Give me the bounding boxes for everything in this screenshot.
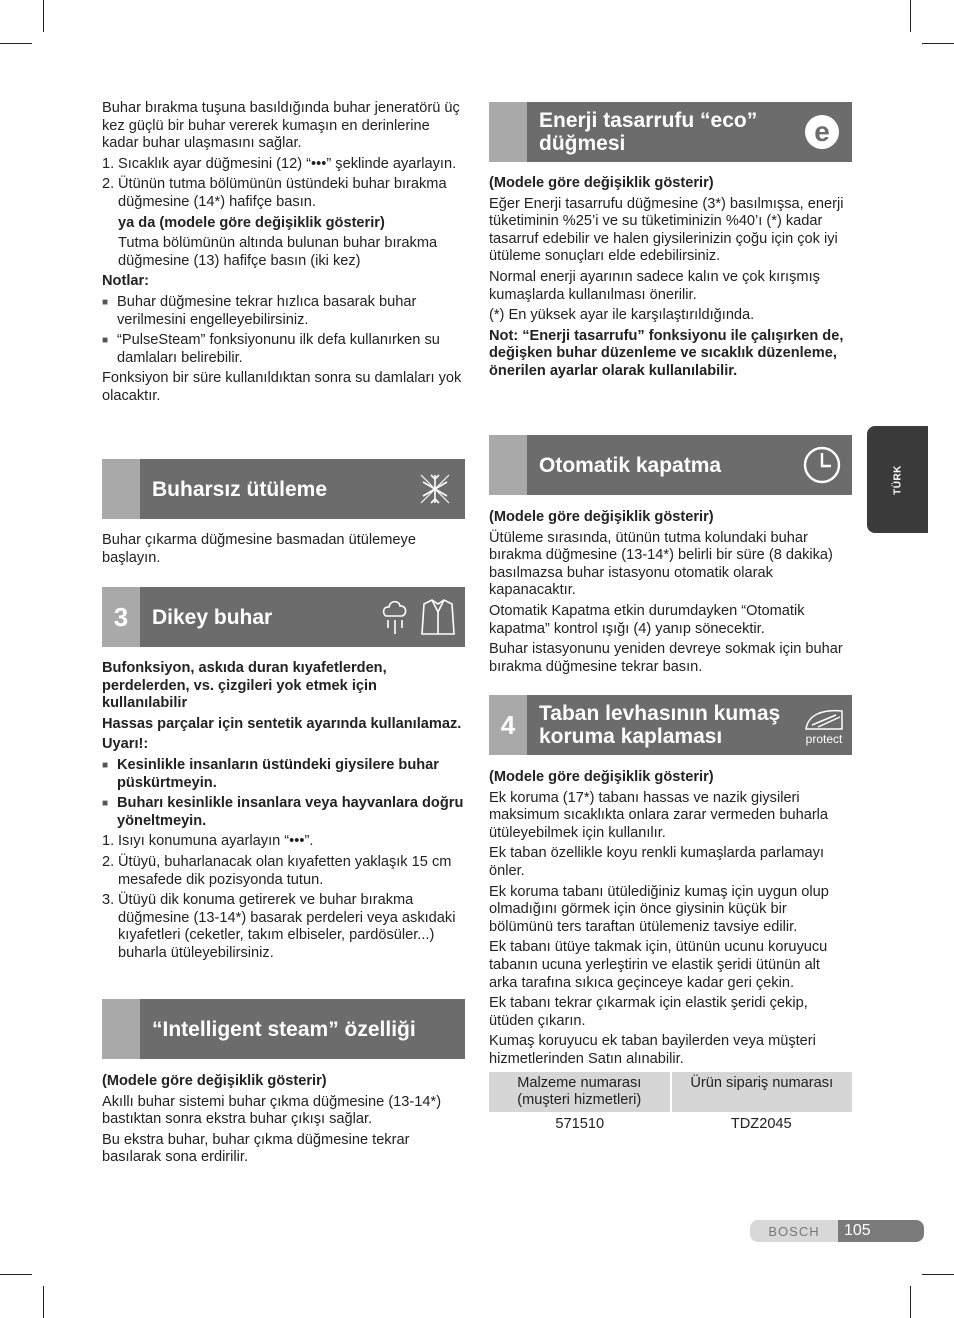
protect-text-4: Ek tabanı ütüye takmak için, ütünün ucunu koruyucu tabanın ucuna yerleştirin ve elastik şeridi ütünün alt arka tarafına sıkıca geçinceye kadar geri çekin. [489, 939, 828, 991]
section-title: Taban levhasının kumaş koruma kaplaması [539, 702, 781, 748]
model-note: (Modele göre değişiklik gösterir) [489, 509, 714, 525]
crop-mark [922, 1274, 954, 1275]
section-header-dry [102, 459, 465, 519]
section-tab [489, 435, 527, 495]
clock-icon [792, 435, 852, 495]
protect-text-3: Ek koruma tabanı ütülediğiniz kumaş için uygun olup olmadığını görmek için önce giysinin küçük bir bölümünü ters taraftan ütülemeniz tavsiye edilir. [489, 883, 829, 935]
table-cell: 571510 [555, 1115, 605, 1132]
protect-icon-label: protect [805, 731, 843, 746]
table-row [489, 1112, 852, 1138]
crop-mark [43, 1286, 44, 1318]
auto-off-section [489, 509, 852, 679]
intelligent-section [102, 1073, 464, 1170]
eco-icon: e [792, 102, 852, 162]
model-note: (Modele göre değişiklik gösterir) [489, 769, 714, 785]
crop-mark [0, 1274, 32, 1275]
crop-mark [910, 1286, 911, 1318]
section-tab [489, 102, 527, 162]
vertical-section [102, 660, 464, 966]
note-item: ■ Buhar düğmesine tekrar hızlıca basarak buhar verilmesini engelleyebilirsiniz. [102, 293, 417, 328]
warning-label: Uyarı!: [102, 736, 149, 753]
page-number: 105 [838, 1220, 924, 1242]
section-header-auto-off [489, 435, 852, 495]
table-header-row [489, 1072, 852, 1112]
crop-mark [910, 0, 911, 32]
section-title: Enerji tasarrufu “eco” düğmesi [539, 109, 758, 155]
crop-mark [43, 0, 44, 32]
protect-icon [796, 695, 852, 755]
table-cell: TDZ2045 [730, 1115, 792, 1132]
after-notes-text: Fonksiyon bir süre kullanıldıktan sonra su damlaları yok olacaktır. [102, 370, 462, 404]
left-column [102, 100, 464, 409]
step-item: 1. Sıcaklık ayar düğmesini (12) “•••” şeklinde ayarlayın. [102, 155, 457, 172]
protect-text-2: Ek taban özellikle koyu renkli kumaşlarda parlamayı önler. [489, 845, 825, 879]
or-text: Tutma bölümünün altında bulunan buhar bırakma düğmesine (13) hafifçe basın (iki kez) [118, 235, 438, 269]
vertical-steam-icon [375, 587, 465, 647]
notes-label: Notlar: [102, 273, 150, 290]
eco-text-3: (*) En yüksek ayar ile karşılaştırıldığında. [489, 307, 755, 324]
warning-item: ■ Buharı kesinlikle insanlara veya hayvanlara doğru yöneltmeyin. [102, 795, 464, 829]
table-header: Malzeme numarası (muşteri hizmetleri) [489, 1072, 671, 1112]
page-footer [750, 1220, 924, 1242]
section-tab [102, 459, 140, 519]
intelligent-text-1: Akıllı buhar sistemi buhar çıkma düğmesine (13-14*) bastıktan sonra ekstra buhar çıkışı sağlar. [102, 1093, 442, 1128]
crop-mark [922, 43, 954, 44]
protect-text-1: Ek koruma (17*) tabanı hassas ve nazik giysileri maksimum sıcaklıkta onlara zarar vermeden buharla ütüleyebilmek için kullanılır. [489, 789, 829, 841]
eco-text-1: Eğer Enerji tasarrufu düğmesine (3*) basılmışsa, enerji tüketiminin %25’i ve su tüketiminizin %40’ı (*) kadar tasarruf edebilir ve halen giysilerinizin çoğu için çok iyi ütüleme sonuçları elde edebilirsiniz. [489, 195, 844, 265]
language-label: TÜRK [892, 464, 903, 495]
language-tab [867, 426, 928, 533]
table-header: Ürün sipariş numarası [671, 1072, 853, 1112]
parts-table [489, 1072, 852, 1138]
section-title: “Intelligent steam” özelliği [152, 1017, 416, 1041]
step-item: 3. Ütüyü dik konuma getirerek ve buhar bırakma düğmesine (13-14*) basarak perdeleri veya askıdaki kıyafetleri (ceketler, takım elbiseler, pardösüler...) buharla ütüleyebilirsiniz. [102, 892, 456, 961]
protect-section [489, 769, 852, 1137]
warning-item: ■ Kesinlikle insanların üstündeki giysilere buhar püskürtmeyin. [102, 756, 439, 791]
eco-section [489, 175, 852, 384]
section-header-intelligent [102, 999, 465, 1059]
model-note: (Modele göre değişiklik gösterir) [489, 175, 714, 191]
crop-mark [0, 43, 32, 44]
section-title: Buharsız ütüleme [152, 477, 328, 501]
step-item: 2. Ütüyü, buharlanacak olan kıyafetten yaklaşık 15 cm mesafede dik pozisyonda tutun. [102, 853, 452, 888]
vertical-bold-1: Bufonksiyon, askıda duran kıyafetlerden, perdelerden, vs. çizgileri yok etmek için kullanılabilir [102, 660, 387, 712]
section-header-protect [489, 695, 852, 755]
intelligent-text-2: Bu ekstra buhar, buhar çıkma düğmesine tekrar basılarak sona erdirilir. [102, 1131, 410, 1166]
section-header-vertical [102, 587, 465, 647]
step-item: 2. Ütünün tutma bölümünün üstündeki buhar bırakma düğmesine (14*) hafifçe basın. [102, 176, 447, 210]
protect-text-5: Ek tabanı tekrar çıkarmak için elastik şeridi çekip, ütüden çıkarın. [489, 995, 808, 1029]
auto-text-2: Otomatik Kapatma etkin durumdayken “Otomatik kapatma” kontrol ışığı (4) yanıp sönecektir. [489, 602, 805, 637]
section-number: 4 [489, 695, 527, 755]
intro-text: Buhar bırakma tuşuna basıldığında buhar jeneratörü üç kez güçlü bir buhar vererek kumaşın en derinlerine kadar buhar ulaşmasını sağlar. [102, 100, 460, 152]
dry-text: Buhar çıkarma düğmesine basmadan ütülemeye başlayın. [102, 532, 416, 566]
protect-text-6: Kumaş koruyucu ek taban bayilerden veya müşteri hizmetlerinden Satın alınabilir. [489, 1033, 816, 1067]
vertical-bold-2: Hassas parçalar için sentetik ayarında kullanılamaz. [102, 715, 462, 732]
step-item: 1. Isıyı konumuna ayarlayın “•••”. [102, 833, 314, 850]
no-steam-icon [405, 459, 465, 519]
auto-text-1: Ütüleme sırasında, ütünün tutma kolundaki buhar bırakma düğmesine (13-14*) belirli bir süre (8 dakika) basılmazsa buhar istasyonu otomatik olarak kapanacaktır. [489, 529, 833, 599]
brand-label: BOSCH [750, 1220, 838, 1242]
auto-text-3: Buhar istasyonunu yeniden devreye sokmak için buhar bırakma düğmesine tekrar basın. [489, 641, 843, 675]
section-number: 3 [102, 587, 140, 647]
section-title: Dikey buhar [152, 605, 273, 629]
section-header-eco [489, 102, 852, 162]
note-item: ■ “PulseSteam” fonksiyonunu ilk defa kullanırken su damlaları belirebilir. [102, 332, 440, 366]
dry-section [102, 532, 464, 570]
or-label: ya da (modele göre değişiklik gösterir) [118, 214, 385, 231]
section-title: Otomatik kapatma [539, 453, 722, 477]
eco-note: Not: “Enerji tasarrufu” fonksiyonu ile çalışırken de, değişken buhar düzenleme ve sıcaklık düzenleme, önerilen ayarlar olarak kullanılabilir. [489, 327, 844, 379]
section-tab [102, 999, 140, 1059]
eco-text-2: Normal enerji ayarının sadece kalın ve çok kırışmış kumaşlarda kullanılması önerilir. [489, 268, 820, 303]
model-note: (Modele göre değişiklik gösterir) [102, 1073, 327, 1089]
